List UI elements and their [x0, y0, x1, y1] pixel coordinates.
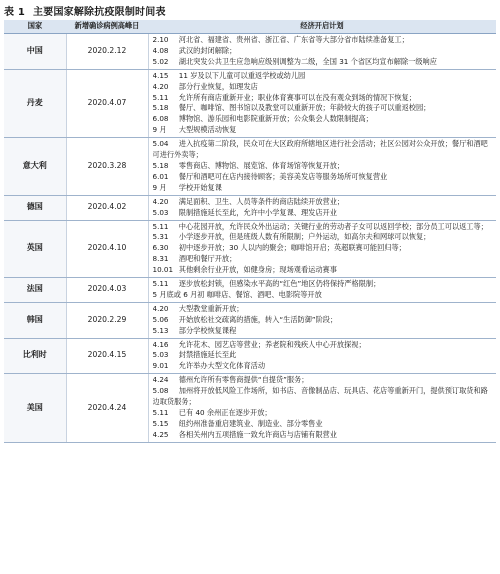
plan-item-date: 4.08 — [152, 45, 169, 55]
table-body — [4, 34, 496, 443]
plan-item-date: 6.30 — [152, 243, 169, 253]
plan-item-text: 允许举办大型文化体育活动 — [178, 361, 266, 371]
table-row — [4, 338, 496, 374]
plan-cell — [148, 69, 496, 137]
plan-item-date: 9.01 — [152, 361, 169, 371]
plan-item-text: 初中逐步开放；30 人以内的聚会；咖啡馆开启；英超联赛可能回归等； — [178, 243, 406, 253]
plan-item — [153, 46, 495, 57]
plan-item-date: 4.20 — [152, 81, 169, 91]
country-cell: 美国 — [4, 374, 66, 442]
table-row — [4, 278, 496, 303]
plan-item — [153, 114, 495, 125]
country-cell: 丹麦 — [4, 69, 66, 137]
plan-item-text: 各相关州内五项措施一致允许商店与店铺有限营业 — [178, 429, 337, 439]
peak-date-cell: 2020.2.12 — [66, 34, 148, 70]
peak-date-cell: 2020.2.29 — [66, 302, 148, 338]
table-caption — [4, 3, 166, 18]
plan-item-text: 允许所有商店重新开业；职业体育赛事可以在没有观众到场的情况下恢复； — [178, 92, 416, 102]
plan-item-date: 4.20 — [152, 196, 169, 206]
country-cell: 中国 — [4, 34, 66, 70]
country-cell: 意大利 — [4, 138, 66, 196]
plan-item-text: 已有 40 余州正在逐步开放； — [178, 408, 272, 417]
plan-item-date: 5.18 — [152, 103, 169, 113]
table-row — [4, 220, 496, 278]
plan-cell — [148, 195, 496, 220]
plan-item-date: 5.04 — [152, 139, 169, 149]
plan-item — [153, 315, 495, 326]
plan-cell — [148, 220, 496, 278]
plan-item-date: 4.16 — [152, 339, 169, 349]
table-row — [4, 34, 496, 70]
plan-item — [153, 304, 495, 315]
plan-item-text: 逐步放松封锁，但感染水平高的“红色”地区仍将保持严格限制； — [178, 279, 381, 289]
plan-item — [153, 35, 495, 46]
plan-item-text: 中心花园开放，允许民众外出运动；关键行业的劳动者子女可以返回学校；部分员工可以返工等； — [178, 221, 488, 231]
plan-item-text: 封禁措施延长至此 — [178, 350, 237, 360]
plan-item — [153, 340, 495, 351]
plan-item-date: 9 月 — [152, 125, 167, 135]
plan-item-text: 零售商店、博物馆、展览馆、体育场馆等恢复开放； — [178, 160, 345, 170]
plan-item-text: 学校开始复课 — [178, 182, 222, 192]
table-row — [4, 302, 496, 338]
plan-item-text: 部分行业恢复，如理发店 — [178, 81, 258, 91]
table-row — [4, 195, 496, 220]
plan-cell — [148, 278, 496, 303]
plan-item-date: 4.24 — [152, 375, 169, 385]
plan-item — [153, 139, 495, 161]
plan-item-date: 2.10 — [152, 35, 169, 44]
plan-item — [153, 265, 495, 276]
plan-item-date: 5.03 — [152, 350, 169, 360]
header-plan: 经济开启计划 — [148, 20, 496, 34]
plan-item-date: 5.08 — [152, 386, 169, 396]
plan-item-date: 4.20 — [152, 303, 169, 313]
plan-item-text: 限制措施延长至此，允许中小学复课、理发店开业 — [178, 207, 337, 217]
table-header-row — [4, 20, 496, 34]
plan-item-text: 小学逐步开放，但是班级人数有所限制；户外运动，如高尔夫和网球可以恢复； — [178, 232, 431, 242]
plan-item-text: 大型规模活动恢复 — [178, 125, 237, 135]
plan-item — [153, 279, 495, 290]
plan-item — [153, 232, 495, 243]
plan-item-text: 纽约州准备重启建筑业、制造业、部分零售业 — [178, 418, 323, 428]
plan-item-text: 进入抗疫第二阶段，民众可在大区政府所辖地区进行社会活动；社区公园对公众开放；餐厅和酒吧可进行外卖等； — [152, 139, 488, 160]
country-cell: 比利时 — [4, 338, 66, 374]
plan-item-date: 5.11 — [152, 221, 169, 231]
peak-date-cell: 2020.4.15 — [66, 338, 148, 374]
plan-item-date: 5 月底或 6 月初 — [152, 289, 205, 299]
plan-item-date: 5.31 — [152, 232, 169, 242]
plan-item-date: 4.25 — [152, 429, 169, 439]
country-cell: 英国 — [4, 220, 66, 278]
plan-item-date: 5.02 — [152, 56, 169, 66]
plan-item — [153, 197, 495, 208]
plan-item — [153, 208, 495, 219]
plan-item-text: 部分学校恢复课程 — [178, 325, 237, 335]
plan-item-text: 加州将开放低风险工作场所，如书店、音像制品店、玩具店、花店等重新开门，提供预订取货和路边取货服务； — [152, 386, 488, 407]
plan-cell — [148, 338, 496, 374]
plan-item-date: 5.18 — [152, 160, 169, 170]
plan-item — [153, 419, 495, 430]
reopening-table — [4, 20, 496, 443]
plan-item — [153, 386, 495, 408]
plan-item-text: 武汉的封闭解除； — [178, 45, 237, 55]
plan-item — [153, 254, 495, 265]
plan-item-date: 10.01 — [152, 265, 174, 275]
header-country: 国家 — [4, 20, 66, 34]
plan-item-text: 允许花木、园艺店等营业；养老院和残疾人中心开放探视； — [178, 339, 366, 349]
table-row — [4, 69, 496, 137]
plan-cell — [148, 302, 496, 338]
plan-item — [153, 222, 495, 233]
plan-item-date: 5.15 — [152, 418, 169, 428]
plan-item-date: 5.03 — [152, 207, 169, 217]
plan-item-text: 湖北突发公共卫生应急响应级别调整为二级，全国 31 个省区均宣布解除一级响应 — [178, 56, 437, 66]
plan-item — [153, 290, 495, 301]
plan-item-text: 餐厅和酒吧可在店内接待顾客；美容美发店等服务场所可恢复营业 — [178, 171, 388, 181]
table-row — [4, 138, 496, 196]
plan-item — [153, 408, 495, 419]
plan-item-date: 6.08 — [152, 114, 169, 124]
plan-item — [153, 82, 495, 93]
plan-item-date: 4.15 — [152, 70, 169, 80]
peak-date-cell: 2020.4.10 — [66, 220, 148, 278]
plan-item-text: 博物馆、游乐园和电影院重新开放；公众集会人数限制提高； — [178, 114, 373, 124]
table-number: 表 1 — [4, 7, 26, 18]
peak-date-cell: 2020.4.02 — [66, 195, 148, 220]
plan-item-text: 餐厅、咖啡馆、图书馆以及教堂可以重新开放；年龄较大的孩子可以重返校园； — [178, 103, 431, 113]
peak-date-cell: 2020.4.24 — [66, 374, 148, 442]
plan-item-text: 咖啡店、餐馆、酒吧、电影院等开放 — [206, 289, 322, 299]
plan-item — [153, 103, 495, 114]
plan-item-text: 开始放松社交疏离的措施，转入“生活防御”阶段； — [178, 314, 338, 324]
plan-item — [153, 125, 495, 136]
country-cell: 德国 — [4, 195, 66, 220]
plan-item-date: 5.11 — [152, 92, 169, 102]
plan-item-date: 5.13 — [152, 325, 169, 335]
plan-item-text: 11 岁及以下儿童可以重返学校或幼儿园 — [178, 70, 306, 80]
plan-item — [153, 243, 495, 254]
plan-item — [153, 57, 495, 68]
plan-item-text: 德州允许所有零售商提供“自提货”服务； — [178, 375, 309, 385]
plan-item — [153, 350, 495, 361]
country-cell: 法国 — [4, 278, 66, 303]
plan-item — [153, 93, 495, 104]
plan-item — [153, 172, 495, 183]
plan-item-text: 酒吧和餐厅开放； — [178, 254, 237, 264]
plan-item — [153, 326, 495, 337]
plan-cell — [148, 138, 496, 196]
plan-item-date: 5.11 — [152, 279, 169, 289]
plan-item-date: 8.31 — [152, 254, 169, 264]
country-cell: 韩国 — [4, 302, 66, 338]
header-peak-date: 新增确诊病例高峰日 — [66, 20, 148, 34]
plan-item-text: 满足面积、卫生、人员等条件的商店陆续开放营业； — [178, 196, 345, 206]
plan-item-date: 5.11 — [152, 408, 169, 417]
plan-cell — [148, 374, 496, 442]
plan-item-date: 5.06 — [152, 314, 169, 324]
plan-item-text: 其他剩余行业开放，如健身房；现场观看运动赛事 — [178, 265, 337, 275]
plan-item — [153, 361, 495, 372]
plan-item-date: 6.01 — [152, 171, 169, 181]
plan-item-text: 大型教堂重新开放； — [178, 303, 244, 313]
plan-item — [153, 430, 495, 441]
plan-item-text: 河北省、福建省、贵州省、浙江省、广东省等大部分省市陆续准备复工； — [178, 35, 409, 44]
plan-item-date: 9 月 — [152, 182, 167, 192]
plan-item — [153, 375, 495, 386]
plan-item — [153, 71, 495, 82]
plan-cell — [148, 34, 496, 70]
table-title: 主要国家解除抗疫限制时间表 — [33, 7, 166, 18]
peak-date-cell: 2020.4.07 — [66, 69, 148, 137]
table-row — [4, 374, 496, 442]
peak-date-cell: 2020.4.03 — [66, 278, 148, 303]
plan-item — [153, 161, 495, 172]
plan-item — [153, 183, 495, 194]
peak-date-cell: 2020.3.28 — [66, 138, 148, 196]
